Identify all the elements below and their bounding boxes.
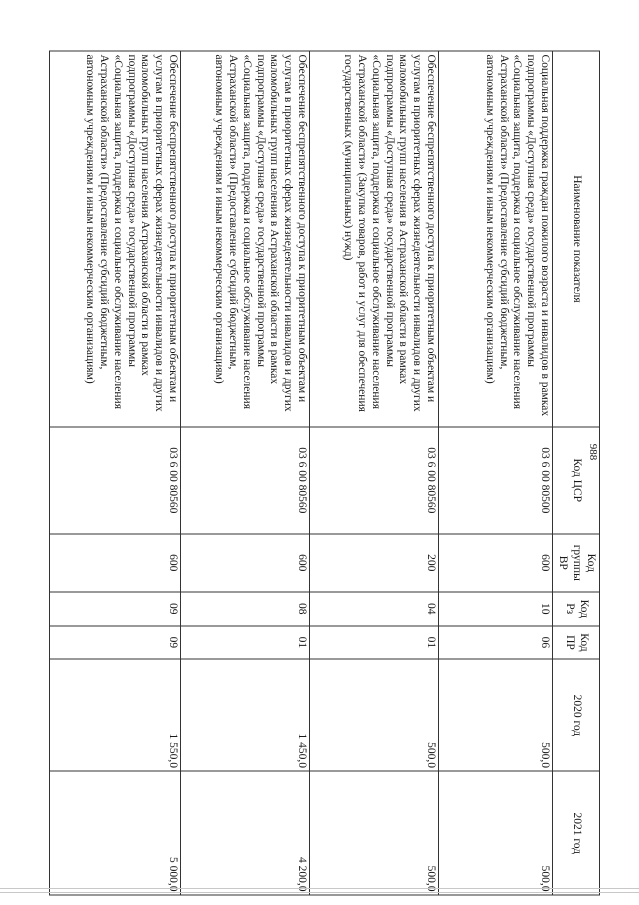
table-row [181, 51, 310, 895]
row-vr: 600 [439, 534, 553, 592]
row-rz: 10 [439, 592, 553, 626]
table-header-row [553, 51, 600, 895]
row-pr: 01 [181, 626, 310, 660]
row-2020: 500,0 [310, 659, 439, 771]
row-2021: 500,0 [310, 771, 439, 895]
table-row [310, 51, 439, 895]
row-name: Социальная поддержка граждан пожилого возраста и инвалидов в рамках подпрограммы «Доступная среда» государственной программы «Социальная защита, поддержка и социальное обслуживание населения Астраханской области» (Предоставление субсидий бюджетным, автономным учреждениям и иным некоммерческим организациям) [439, 51, 553, 427]
row-2021: 500,0 [439, 771, 553, 895]
table-row [50, 51, 181, 895]
row-2020: 1 550,0 [50, 659, 181, 771]
row-vr: 600 [181, 534, 310, 592]
row-csr: 03 6 00 80560 [310, 427, 439, 534]
row-name: Обеспечение беспрепятственного доступа к приоритетным объектам и услугам в приоритетных сферах жизнедеятельности инвалидов и других маломобильных групп населения в Астраханской области в рамках подпрограммы «Доступная среда» государственной программы «Социальная защита, поддержка и социальное обслуживание населения Астраханской области» (Предоставление субсидий бюджетным, автономным учреждениям и иным некоммерческим организациям) [181, 51, 310, 427]
row-pr: 06 [439, 626, 553, 660]
row-name: Обеспечение беспрепятственного доступа к приоритетным объектам и услугам в приоритетных сферах жизнедеятельности инвалидов и других маломобильных групп населения в Астраханской области в рамках подпрограммы «Доступная среда» государственной программы «Социальная защита, поддержка и социальное обслуживание населения Астраханской области» (Закупка товаров, работ и услуг для обеспечения государственных (муниципальных) нужд) [310, 51, 439, 427]
row-csr: 03 6 00 80560 [50, 427, 181, 534]
row-rz: 09 [50, 592, 181, 626]
row-2021: 4 200,0 [181, 771, 310, 895]
scan-edge-line [0, 888, 639, 889]
row-csr: 03 6 00 80500 [439, 427, 553, 534]
row-rz: 04 [310, 592, 439, 626]
page-number: 988 [587, 443, 599, 461]
header-2020: 2020 год [553, 659, 600, 771]
row-rz: 08 [181, 592, 310, 626]
row-pr: 09 [50, 626, 181, 660]
budget-table [49, 51, 600, 896]
row-vr: 600 [50, 534, 181, 592]
header-csr: Код ЦСР [553, 427, 600, 534]
row-name: Обеспечение беспрепятственного доступа к приоритетным объектам и услугам в приоритетных сферах жизнедеятельности инвалидов и других маломобильных групп населения Астраханской области в рамках подпрограммы «Доступная среда» государственной программы «Социальная защита, поддержка и социальное обслуживание населения Астраханской области» (Предоставление субсидий бюджетным, автономным учреждениям и иным некоммерческим организациям) [50, 51, 181, 427]
row-vr: 200 [310, 534, 439, 592]
row-2021: 5 000,0 [50, 771, 181, 895]
table-row [439, 51, 553, 895]
header-rz: Код Рз [553, 592, 600, 626]
row-2020: 1 450,0 [181, 659, 310, 771]
row-pr: 01 [310, 626, 439, 660]
header-2021: 2021 год [553, 771, 600, 895]
header-name: Наименование показателя [553, 51, 600, 427]
rotated-table-container [50, 51, 600, 896]
scan-edge-line [0, 892, 639, 893]
header-vr: Код группы ВР [553, 534, 600, 592]
row-2020: 500,0 [439, 659, 553, 771]
header-pr: Код ПР [553, 626, 600, 660]
row-csr: 03 6 00 80560 [181, 427, 310, 534]
